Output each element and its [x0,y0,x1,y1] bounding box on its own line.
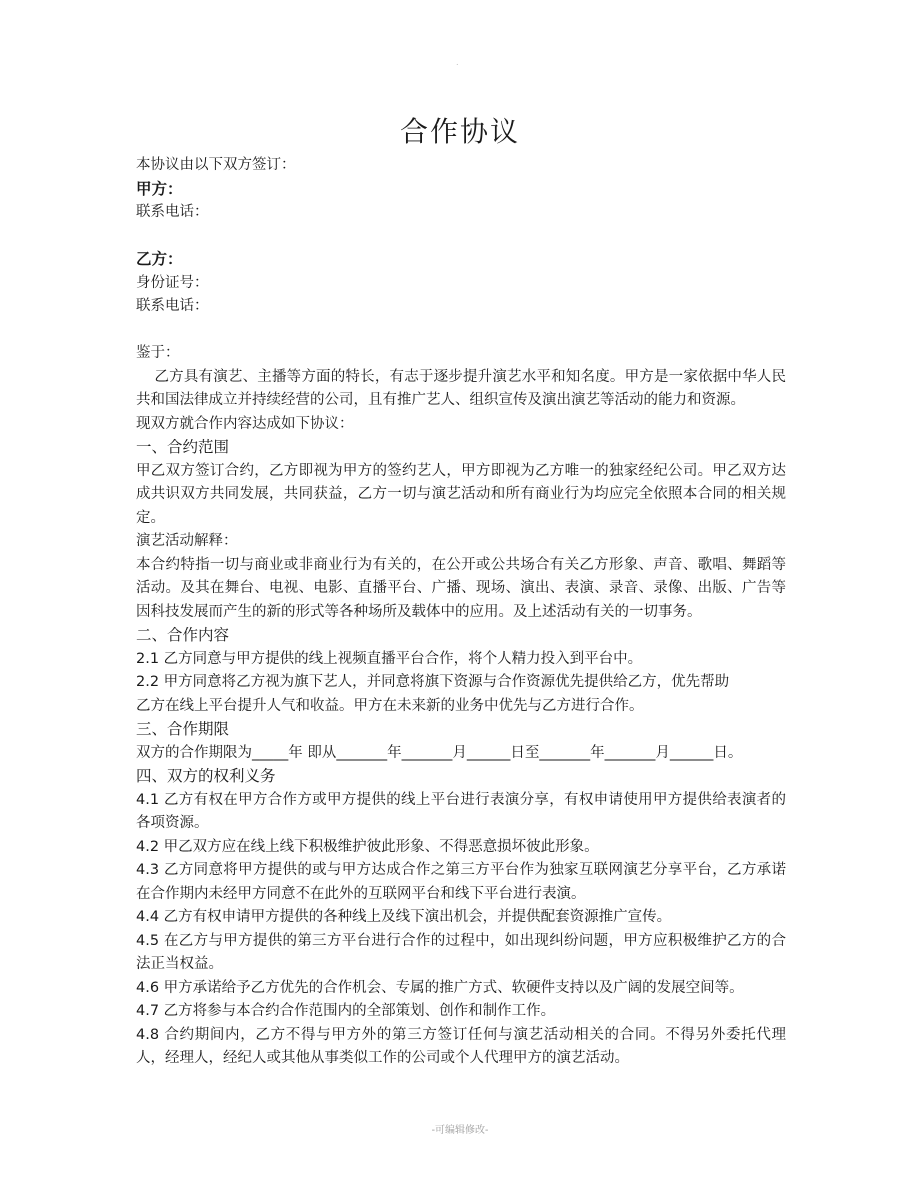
party-a-phone-label: 联系电话： [136,204,209,220]
clause-4-3: 4.3 乙方同意将甲方提供的或与甲方达成合作之第三方平台作为独家互联网演艺分享平台，乙方承诺在合作期内未经甲方同意不在此外的互联网平台和线下平台进行表演。 [136,862,786,902]
party-a-label: 甲方： [136,179,183,198]
page-mark: . [456,58,459,67]
section-4-heading: 四、双方的权利义务 [136,767,276,785]
section-2-heading: 二、合作内容 [136,626,230,644]
clause-4-1: 4.1 乙方有权在甲方合作方或甲方提供的线上平台进行表演分享，有权申请使用甲方提供给表演者的各项资源。 [136,791,786,831]
intro-line: 本协议由以下双方签订： [136,157,296,173]
section-1-sub-paragraph: 本合约特指一切与商业或非商业行为有关的，在公开或公共场合有关乙方形象、声音、歌唱、舞蹈等活动。及其在舞台、电视、电影、直播平台、广播、现场、演出、表演、录音、录像、出版、广告等因科技发展而产生的新的形式等各种场所及载体中的应用。及上述活动有关的一切事务。 [136,556,786,620]
clause-4-8: 4.8 合约期间内，乙方不得与甲方外的第三方签订任何与演艺活动相关的合同。不得另外委托代理人，经理人，经纪人或其他从事类似工作的公司或个人代理甲方的演艺活动。 [136,1026,786,1066]
page-footer: -可编辑修改- [431,1125,489,1136]
whereas-label: 鉴于： [136,345,180,361]
document-body [136,154,786,1071]
party-b-id-label: 身份证号： [136,274,209,291]
clause-4-4: 4.4 乙方有权申请甲方提供的各种线上及线下演出机会，并提供配套资源推广宣传。 [136,909,672,925]
party-b-label: 乙方： [136,250,183,268]
document-title: 合作协议 [399,115,520,148]
clause-4-7: 4.7 乙方将参与本合约合作范围内的全部策划、创作和制作工作。 [136,1003,556,1019]
clause-2-2-line-1: 2.2 甲方同意将乙方视为旗下艺人，并同意将旗下资源与合作资源优先提供给乙方，优先帮助 [136,674,730,690]
section-1-heading: 一、合约范围 [136,438,230,456]
clause-2-2-line-2: 乙方在线上平台提升人气和收益。甲方在未来新的业务中优先与乙方进行合作。 [136,697,644,714]
clause-4-5: 4.5 在乙方与甲方提供的第三方平台进行合作的过程中，如出现纠纷问题，甲方应积极维护乙方的合法正当权益。 [136,932,786,972]
term-line: 双方的合作期限为_____年 即从_______年_______月______日至_______年_______月______日。 [136,744,743,761]
clause-2-1: 2.1 乙方同意与甲方提供的线上视频直播平台合作，将个人精力投入到平台中。 [136,650,643,667]
spacer [136,225,786,249]
party-b-phone-label: 联系电话： [136,298,209,314]
section-1-subheading: 演艺活动解释： [136,533,238,549]
section-3-heading: 三、合作期限 [136,720,230,738]
clause-4-6: 4.6 甲方承诺给予乙方优先的合作机会、专属的推广方式、软硬件支持以及广阔的发展空间等。 [136,979,744,996]
spacer [136,319,786,343]
whereas-conclusion: 现双方就合作内容达成如下协议： [136,415,354,432]
clause-4-2: 4.2 甲乙双方应在线上线下积极维护彼此形象、不得恶意损坏彼此形象。 [136,838,599,855]
whereas-paragraph: 乙方具有演艺、主播等方面的特长，有志于逐步提升演艺水平和知名度。甲方是一家依据中华人民共和国法律成立并持续经营的公司，且有推广艺人、组织宣传及演出演艺等活动的能力和资源。 [136,368,786,408]
section-1-paragraph: 甲乙双方签订合约，乙方即视为甲方的签约艺人，甲方即视为乙方唯一的独家经纪公司。甲乙双方达成共识双方共同发展，共同获益，乙方一切与演艺活动和所有商业行为均应完全依照本合同的相关规定。 [136,462,786,526]
